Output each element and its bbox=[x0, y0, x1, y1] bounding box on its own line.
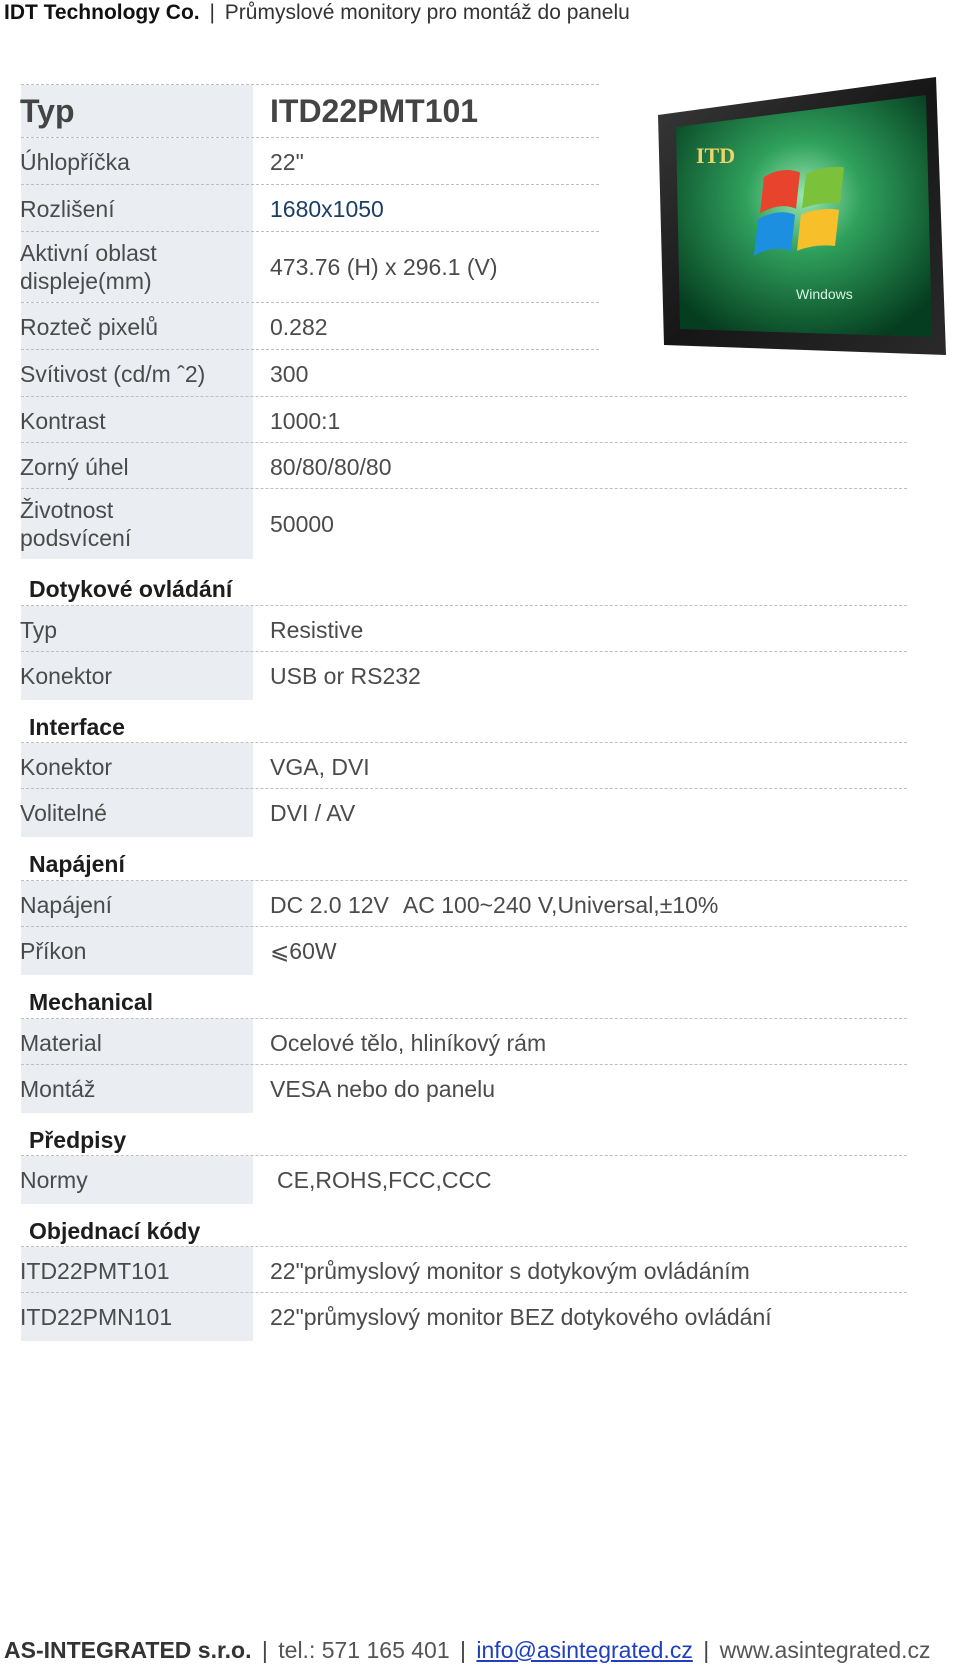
spec-row-touch-type bbox=[21, 605, 907, 654]
spec-value: ITD22PMT101 bbox=[270, 92, 479, 129]
spec-value: 1000:1 bbox=[270, 407, 341, 434]
section-title-mechanical: Mechanical bbox=[29, 989, 153, 1015]
section-title-touch: Dotykové ovládání bbox=[29, 576, 233, 602]
spec-label: Volitelné bbox=[21, 789, 253, 837]
monitor-os-text: Windows bbox=[796, 286, 853, 302]
spec-label: Rozteč pixelů bbox=[21, 303, 253, 351]
spec-label: Konektor bbox=[21, 652, 253, 700]
header-company: IDT Technology Co. bbox=[4, 1, 200, 24]
spec-label: Rozlišení bbox=[21, 185, 253, 233]
footer-phone: tel.: 571 165 401 bbox=[278, 1637, 450, 1663]
spec-label: Aktivní oblast displeje(mm) bbox=[21, 232, 253, 302]
spec-value: 1680x1050 bbox=[270, 195, 384, 222]
spec-label: ITD22PMN101 bbox=[21, 1293, 253, 1341]
spec-row-order-code-no-touch bbox=[21, 1292, 907, 1341]
spec-label: Kontrast bbox=[21, 397, 253, 445]
spec-value: 22" bbox=[270, 148, 304, 175]
header-separator: | bbox=[209, 1, 215, 24]
spec-label: ITD22PMT101 bbox=[21, 1247, 253, 1295]
spec-row-backlight-life bbox=[21, 488, 907, 559]
footer-email-link[interactable]: info@asintegrated.cz bbox=[476, 1637, 693, 1663]
spec-label: Svítivost (cd/m ˆ2) bbox=[21, 350, 253, 398]
spec-label: Zorný úhel bbox=[21, 443, 253, 491]
spec-row-resolution bbox=[21, 184, 599, 233]
spec-value: 0.282 bbox=[270, 313, 328, 340]
spec-value: 50000 bbox=[270, 510, 334, 537]
spec-value: DVI / AV bbox=[270, 799, 356, 826]
section-title-order-codes: Objednací kódy bbox=[29, 1218, 201, 1244]
spec-label: Příkon bbox=[21, 927, 253, 975]
spec-value: 22"průmyslový monitor s dotykovým ovládáním bbox=[270, 1257, 750, 1284]
spec-value: CE,ROHS,FCC,CCC bbox=[277, 1166, 492, 1193]
spec-row-contrast bbox=[21, 396, 907, 445]
spec-label: Napájení bbox=[21, 881, 253, 929]
footer-company: AS-INTEGRATED s.r.o. bbox=[4, 1637, 252, 1663]
spec-row-diagonal bbox=[21, 137, 599, 186]
footer-separator: | bbox=[703, 1637, 710, 1663]
spec-row-interface-connector bbox=[21, 742, 907, 791]
spec-value: Resistive bbox=[270, 616, 364, 643]
footer-separator: | bbox=[261, 1637, 268, 1663]
power-ac-value: AC 100~240 V,Universal,±10% bbox=[402, 891, 719, 918]
spec-value: USB or RS232 bbox=[270, 662, 421, 689]
spec-row-mounting bbox=[21, 1064, 907, 1113]
page-header bbox=[4, 0, 630, 26]
spec-label: Normy bbox=[21, 1156, 253, 1204]
spec-value bbox=[253, 881, 907, 929]
spec-value: 22"průmyslový monitor BEZ dotykového ovládání bbox=[270, 1303, 772, 1330]
page-footer bbox=[4, 1634, 931, 1666]
spec-value: ⩽60W bbox=[270, 937, 337, 964]
spec-label: Montáž bbox=[21, 1065, 253, 1113]
footer-separator: | bbox=[460, 1637, 467, 1663]
section-title-regulations: Předpisy bbox=[29, 1127, 127, 1153]
spec-row-active-area bbox=[21, 231, 599, 302]
spec-row-power-supply bbox=[21, 880, 907, 929]
monitor-logo-text: ITD bbox=[696, 143, 736, 168]
spec-value: 473.76 (H) x 296.1 (V) bbox=[270, 253, 498, 280]
spec-value: VGA, DVI bbox=[270, 753, 370, 780]
spec-row-interface-optional bbox=[21, 788, 907, 837]
spec-row-touch-connector bbox=[21, 651, 907, 700]
spec-label: Úhlopříčka bbox=[21, 138, 253, 186]
spec-label: Typ bbox=[21, 85, 253, 137]
power-dc-value: DC 2.0 12V bbox=[270, 891, 389, 918]
spec-label: Typ bbox=[21, 606, 253, 654]
footer-website: www.asintegrated.cz bbox=[719, 1637, 931, 1663]
spec-label: Životnost podsvícení bbox=[21, 489, 253, 559]
spec-value: 300 bbox=[270, 360, 309, 387]
monitor-product-image bbox=[656, 75, 946, 367]
spec-row-order-code-touch bbox=[21, 1246, 907, 1295]
spec-row-power-consumption bbox=[21, 926, 907, 975]
spec-label: Konektor bbox=[21, 743, 253, 791]
spec-row-brightness bbox=[21, 349, 599, 398]
spec-value: 80/80/80/80 bbox=[270, 453, 392, 480]
spec-value: Ocelové tělo, hliníkový rám bbox=[270, 1029, 547, 1056]
section-title-interface: Interface bbox=[29, 714, 125, 740]
spec-row-viewing-angle bbox=[21, 442, 907, 491]
header-title: Průmyslové monitory pro montáž do panelu bbox=[224, 1, 630, 24]
spec-row-type bbox=[21, 84, 599, 137]
spec-row-material bbox=[21, 1018, 907, 1067]
spec-row-standards bbox=[21, 1155, 907, 1204]
spec-row-pixel-pitch bbox=[21, 302, 599, 351]
spec-value: VESA nebo do panelu bbox=[270, 1075, 496, 1102]
spec-label: Material bbox=[21, 1019, 253, 1067]
section-title-power: Napájení bbox=[29, 851, 125, 877]
